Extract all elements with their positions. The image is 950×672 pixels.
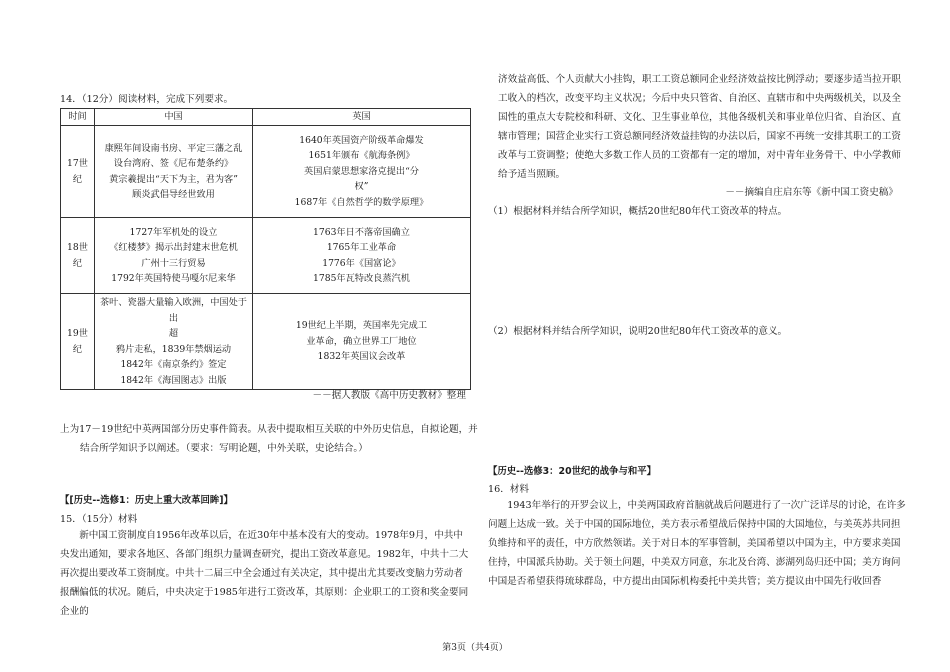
china-cell: 茶叶、瓷器大量输入欧洲，中国处于出 超 鸦片走私，1839年禁烟运动 1842年《南京条约》签定 1842年《海国图志》出版: [95, 294, 253, 390]
q14-instruction-line2: 结合所学知识予以阐述。（要求：写明论题，中外关联，史论结合。）: [80, 443, 368, 454]
q14-title: 14．（12分）阅读材料，完成下列要求。: [60, 94, 234, 105]
table-row: [61, 126, 471, 218]
header-britain: 英国: [253, 109, 471, 126]
section1-title: 【[历史--选修1：历史上重大改革回眸]】: [60, 495, 233, 506]
q16-paragraph: 1943年举行的开罗会议上，中美两国政府首脑就战后问题进行了一次广泛详尽的讨论，在许多问题上达成一致。关于中国的国际地位，美方表示希望战后保持中国的大国地位，与美英苏共同担负维持和平的责任，中方欣然领诺。关于对日本的军事管制，美国希望以中国为主，中方要求美国住持，中国派兵协助。关于领土问题，中美双方同意，东北及台湾、澎湖列岛归还中国；美方询问中国是否希望获得琉球群岛，中方提出由国际机构委托中美共管；美方提议由中国先行收回香: [488, 500, 906, 587]
q14-instruction-line1: 上为17－19世纪中英两国部分历史事件简表。从表中提取相互关联的中外历史信息，自拟论题，并: [60, 424, 478, 435]
page-footer: 第3页（共4页）: [442, 643, 508, 653]
header-time: 时间: [61, 109, 95, 126]
britain-cell: 1763年日不落帝国确立 1765年工业革命 1776年《国富论》 1785年瓦特改良蒸汽机: [253, 218, 471, 294]
history-table: [60, 108, 471, 390]
period-cell: 18世纪: [61, 218, 95, 294]
q15-question-2: （2）根据材料并结合所学知识，说明20世纪80年代工资改革的意义。: [488, 326, 788, 337]
header-china: 中国: [95, 109, 253, 126]
table-row: [61, 294, 471, 390]
period-cell: 19世纪: [61, 294, 95, 390]
q15-question-1: （1）根据材料并结合所学知识，概括20世纪80年代工资改革的特点。: [488, 206, 788, 217]
britain-cell: 1640年英国资产阶级革命爆发 1651年颁布《航海条例》 英国启蒙思想家洛克提出“分 权” 1687年《自然哲学的数学原理》: [253, 126, 471, 218]
q15-paragraph-continued: 济效益高低、个人贡献大小挂钩，职工工资总额同企业经济效益按比例浮动；要逐步适当拉开职工收入的档次，改变平均主义状况；今后中央只管省、自治区、直辖市和中央两级机关，以及全国性的重点大专院校和科研、文化、卫生事业单位，其他各级机关和事业单位归省、自治区、直辖市管理；国营企业实行工资总额同经济效益挂钩的办法以后，国家不再统一安排其职工的工资改革与工资调整；使绝大多数工作人员的工资都有一定的增加，对中青年业务骨干、中小学教师给予适当照顾。: [498, 74, 901, 180]
britain-cell: 19世纪上半期，英国率先完成工 业革命，确立世界工厂地位 1832年英国议会改革: [253, 294, 471, 390]
q15-title: 15．（15分）材料: [60, 514, 138, 525]
q14-source: －－据人教版《高中历史教材》整理: [312, 390, 466, 401]
period-cell: 17世纪: [61, 126, 95, 218]
china-cell: 康熙年间设南书房、平定三藩之乱 设台湾府、签《尼布楚条约》 黄宗羲提出“天下为主，君为客” 顾炎武倡导经世致用: [95, 126, 253, 218]
table-row: [61, 218, 471, 294]
section3-title: 【历史--选修3：20世纪的战争与和平】: [488, 466, 656, 477]
table-header-row: [61, 109, 471, 126]
china-cell: 1727年军机处的设立 《红楼梦》揭示出封建末世危机 广州十三行贸易 1792年英国特使马嘎尔尼来华: [95, 218, 253, 294]
q15-source: －－摘编自庄启东等《新中国工资史稿》: [725, 187, 898, 198]
q15-paragraph-start: 新中国工资制度自1956年改革以后，在近30年中基本没有大的变动。1978年9月，中共中央发出通知，要求各地区、各部门组织力量调查研究，提出工资改革意见。1982年，中共十二大再次提出要改革工资制度。中共十二届三中全会通过有关决定，其中提出尤其要改变脑力劳动者报酬偏低的状况。随后，中央决定于1985年进行工资改革，其原则：企业职工的工资和奖金要同企业的: [60, 530, 469, 617]
q16-title: 16．材料: [488, 484, 529, 495]
